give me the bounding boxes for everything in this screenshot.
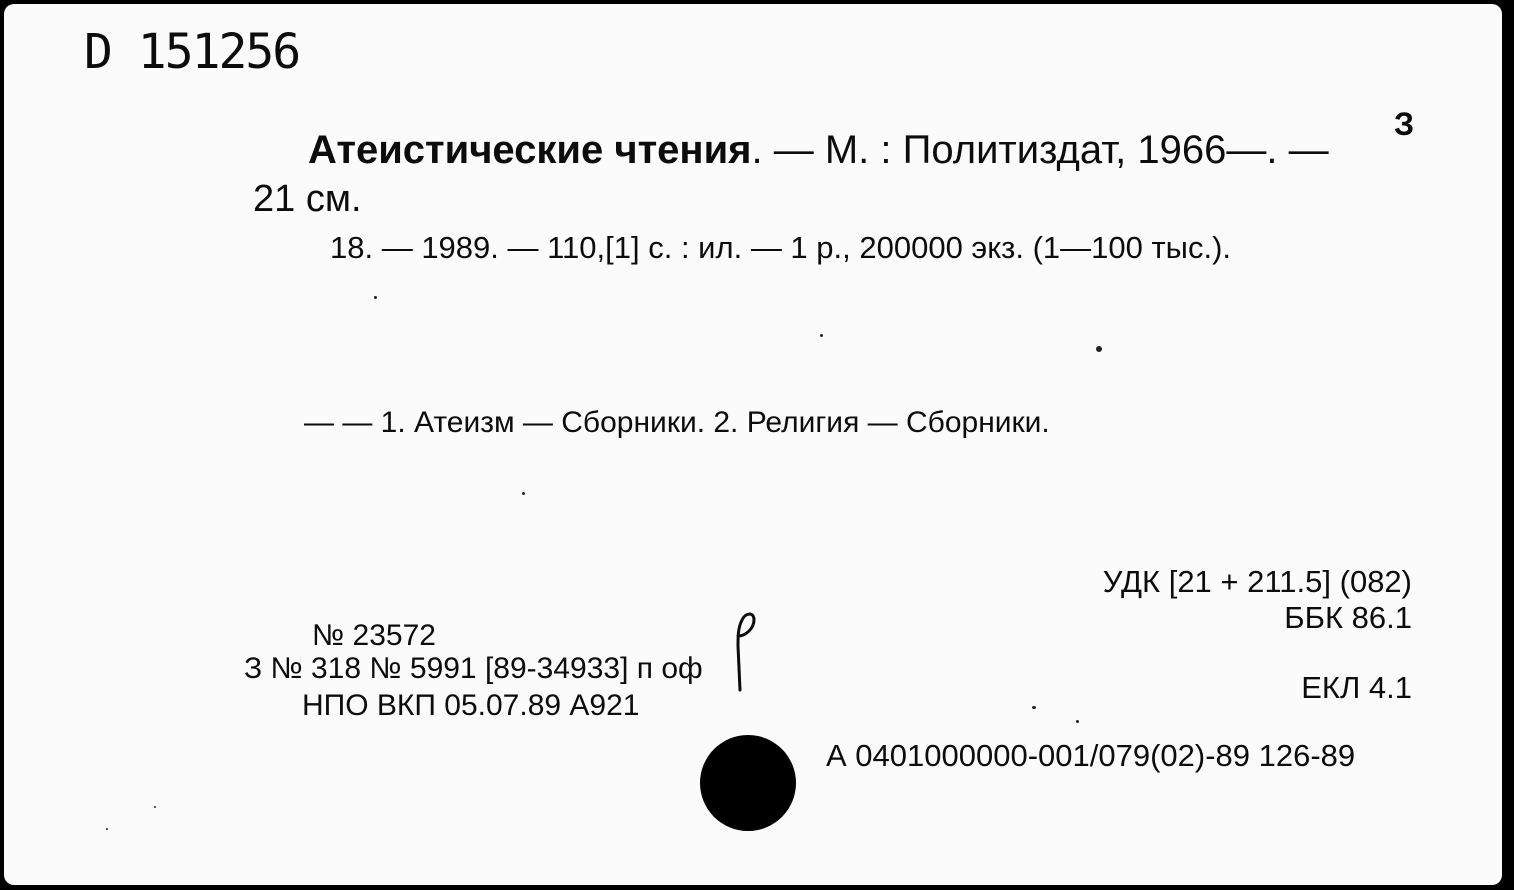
handwritten-mark-icon (716, 606, 760, 696)
subjects-line: — — 1. Атеизм — Сборники. 2. Религия — Сборники. (304, 406, 1050, 439)
speck (820, 334, 823, 337)
udk-code: УДК [21 + 211.5] (082) (1102, 564, 1412, 599)
a-code: А 0401000000-001/079(02)-89 126-89 (826, 738, 1356, 773)
issue-line: 18. — 1989. — 110,[1] с. : ил. — 1 р., 200000 экз. (1—100 тыс.). (330, 230, 1232, 265)
speck (1076, 720, 1079, 723)
shelf-mark: З (1393, 106, 1414, 142)
size-line: 21 см. (253, 178, 362, 220)
speck (1032, 706, 1036, 709)
catalog-card (4, 4, 1502, 885)
speck (522, 492, 525, 495)
speck (374, 296, 377, 299)
order-line: З № 318 № 5991 [89-34933] п оф (244, 652, 703, 685)
speck (106, 828, 108, 830)
book-title: Атеистические чтения (308, 128, 752, 172)
ekl-code: ЕКЛ 4.1 (1301, 670, 1412, 705)
inventory-number: D 151256 (84, 24, 300, 80)
title-line (308, 130, 1329, 170)
npo-line: НПО ВКП 05.07.89 А921 (302, 689, 640, 722)
speck (154, 806, 156, 808)
speck (1096, 346, 1102, 352)
publication-info: . — М. : Политиздат, 1966—. — (751, 128, 1329, 172)
bbk-code: ББК 86.1 (1284, 600, 1412, 635)
card-number: № 23572 (312, 619, 436, 652)
punch-hole (700, 735, 796, 831)
